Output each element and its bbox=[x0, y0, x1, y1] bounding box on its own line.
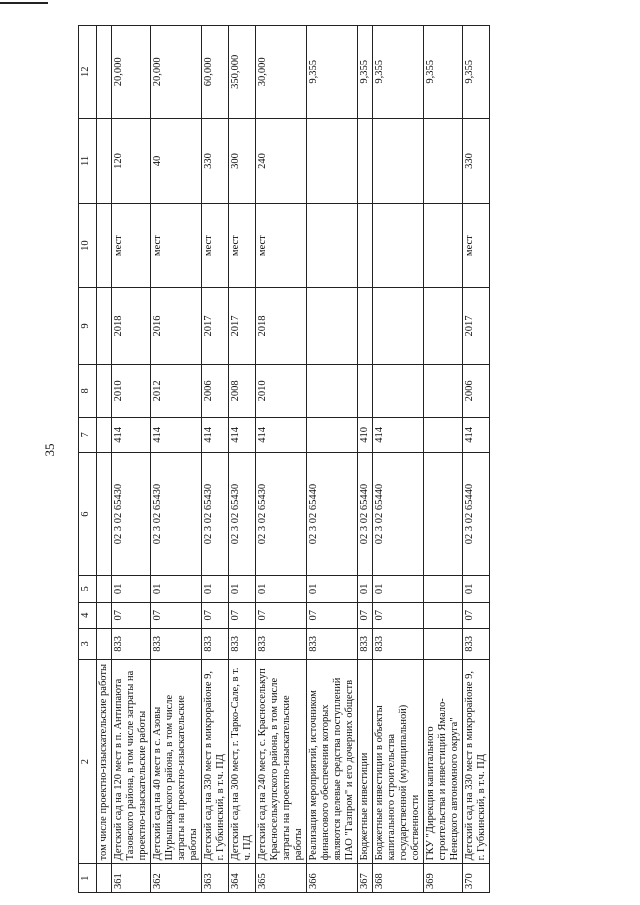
top-rule bbox=[0, 2, 48, 4]
value-cell: 833 bbox=[463, 628, 490, 659]
value-cell: 07 bbox=[358, 602, 373, 628]
row-number-cell: 363 bbox=[202, 864, 229, 893]
value-cell bbox=[97, 287, 112, 364]
column-header: 6 bbox=[79, 452, 97, 575]
table-body bbox=[97, 26, 490, 893]
description-cell: ГКУ "Дирекция капитального строительства и инвестиций Ямало-Ненецкого автономного округа" bbox=[424, 659, 463, 864]
description-cell: Детский сад на 240 мест, с. Красноселькуп Красноселькупского района, в том числе затраты на проектно-изыскательские работы bbox=[256, 659, 307, 864]
description-cell: Бюджетные инвестиции bbox=[358, 659, 373, 864]
budget-table bbox=[78, 25, 490, 893]
table-row bbox=[202, 26, 229, 893]
description-cell: том числе проектно-изыскательские работы bbox=[97, 659, 112, 864]
value-cell bbox=[97, 204, 112, 288]
column-header: 8 bbox=[79, 364, 97, 417]
rotated-table-container bbox=[78, 13, 638, 893]
row-number-cell: 362 bbox=[151, 864, 202, 893]
column-header: 5 bbox=[79, 576, 97, 602]
table-row bbox=[424, 26, 463, 893]
value-cell: 02 3 02 65430 bbox=[151, 452, 202, 575]
value-cell bbox=[97, 602, 112, 628]
column-header: 2 bbox=[79, 659, 97, 864]
row-number-cell: 367 bbox=[358, 864, 373, 893]
value-cell: 414 bbox=[373, 417, 424, 452]
value-cell: 120 bbox=[112, 118, 151, 204]
value-cell: 02 3 02 65430 bbox=[229, 452, 256, 575]
value-cell: 9,355 bbox=[358, 26, 373, 119]
value-cell: 414 bbox=[256, 417, 307, 452]
description-cell: Детский сад на 330 мест в микрорайоне 9, г. Губкинский, в т.ч. ПД bbox=[202, 659, 229, 864]
value-cell bbox=[358, 364, 373, 417]
value-cell: 07 bbox=[151, 602, 202, 628]
value-cell bbox=[97, 628, 112, 659]
row-number-cell: 365 bbox=[256, 864, 307, 893]
value-cell bbox=[373, 204, 424, 288]
value-cell bbox=[307, 204, 358, 288]
value-cell bbox=[97, 452, 112, 575]
value-cell bbox=[358, 204, 373, 288]
value-cell bbox=[424, 118, 463, 204]
description-cell: Бюджетные инвестиции в объекты капитального строительства государственной (муниципальной) собственности bbox=[373, 659, 424, 864]
value-cell: 9,355 bbox=[307, 26, 358, 119]
value-cell: 414 bbox=[229, 417, 256, 452]
value-cell: 833 bbox=[112, 628, 151, 659]
value-cell: 414 bbox=[463, 417, 490, 452]
value-cell bbox=[97, 364, 112, 417]
table-row bbox=[151, 26, 202, 893]
description-cell: Детский сад на 330 мест в микрорайоне 9, г. Губкинский, в т.ч. ПД bbox=[463, 659, 490, 864]
value-cell: 01 bbox=[463, 576, 490, 602]
value-cell: 330 bbox=[463, 118, 490, 204]
value-cell bbox=[424, 364, 463, 417]
value-cell: 02 3 02 65440 bbox=[373, 452, 424, 575]
value-cell: 2017 bbox=[463, 287, 490, 364]
value-cell bbox=[97, 118, 112, 204]
value-cell: 833 bbox=[202, 628, 229, 659]
value-cell: 2012 bbox=[151, 364, 202, 417]
value-cell: 20,000 bbox=[151, 26, 202, 119]
row-number-cell: 364 bbox=[229, 864, 256, 893]
value-cell bbox=[424, 287, 463, 364]
table-row bbox=[256, 26, 307, 893]
value-cell: 07 bbox=[202, 602, 229, 628]
column-header: 9 bbox=[79, 287, 97, 364]
value-cell: мест bbox=[151, 204, 202, 288]
value-cell: 9,355 bbox=[463, 26, 490, 119]
value-cell: 410 bbox=[358, 417, 373, 452]
value-cell bbox=[424, 204, 463, 288]
value-cell: 02 3 02 65440 bbox=[358, 452, 373, 575]
value-cell bbox=[97, 26, 112, 119]
value-cell: 01 bbox=[229, 576, 256, 602]
description-cell: Детский сад на 120 мест в п. Антипаюта Тазовского района, в том числе затраты на проектно-изыскательские работы bbox=[112, 659, 151, 864]
value-cell: 40 bbox=[151, 118, 202, 204]
value-cell: 833 bbox=[373, 628, 424, 659]
row-number-cell: 366 bbox=[307, 864, 358, 893]
row-number-cell bbox=[97, 864, 112, 893]
value-cell: 2010 bbox=[112, 364, 151, 417]
value-cell: 2018 bbox=[112, 287, 151, 364]
value-cell: 240 bbox=[256, 118, 307, 204]
value-cell: мест bbox=[202, 204, 229, 288]
value-cell: 02 3 02 65440 bbox=[307, 452, 358, 575]
value-cell: 2008 bbox=[229, 364, 256, 417]
value-cell: 20,000 bbox=[112, 26, 151, 119]
value-cell: 07 bbox=[112, 602, 151, 628]
value-cell: мест bbox=[112, 204, 151, 288]
value-cell bbox=[307, 287, 358, 364]
value-cell: 07 bbox=[229, 602, 256, 628]
value-cell: 2006 bbox=[463, 364, 490, 417]
value-cell: 02 3 02 65430 bbox=[202, 452, 229, 575]
table-row bbox=[229, 26, 256, 893]
value-cell: 07 bbox=[463, 602, 490, 628]
column-header: 12 bbox=[79, 26, 97, 119]
table-row bbox=[373, 26, 424, 893]
value-cell: 01 bbox=[358, 576, 373, 602]
value-cell: 2006 bbox=[202, 364, 229, 417]
value-cell: 300 bbox=[229, 118, 256, 204]
column-header: 11 bbox=[79, 118, 97, 204]
column-header: 7 bbox=[79, 417, 97, 452]
value-cell: 01 bbox=[256, 576, 307, 602]
table-row bbox=[97, 26, 112, 893]
description-cell: Детский сад на 300 мест, г. Тарко-Сале, в т. ч. ПД bbox=[229, 659, 256, 864]
value-cell: 350,000 bbox=[229, 26, 256, 119]
value-cell bbox=[358, 287, 373, 364]
row-number-cell: 369 bbox=[424, 864, 463, 893]
value-cell: 9,355 bbox=[424, 26, 463, 119]
table-row bbox=[463, 26, 490, 893]
value-cell: мест bbox=[256, 204, 307, 288]
value-cell: 30,000 bbox=[256, 26, 307, 119]
value-cell: мест bbox=[463, 204, 490, 288]
value-cell: 01 bbox=[307, 576, 358, 602]
column-header: 4 bbox=[79, 602, 97, 628]
value-cell: 02 3 02 65440 bbox=[463, 452, 490, 575]
value-cell: 02 3 02 65430 bbox=[256, 452, 307, 575]
row-number-cell: 368 bbox=[373, 864, 424, 893]
value-cell: 01 bbox=[373, 576, 424, 602]
value-cell: 2016 bbox=[151, 287, 202, 364]
value-cell: мест bbox=[229, 204, 256, 288]
value-cell bbox=[373, 287, 424, 364]
value-cell bbox=[307, 364, 358, 417]
table-row bbox=[307, 26, 358, 893]
value-cell bbox=[358, 118, 373, 204]
value-cell bbox=[307, 118, 358, 204]
table-row bbox=[358, 26, 373, 893]
value-cell: 07 bbox=[373, 602, 424, 628]
value-cell: 01 bbox=[151, 576, 202, 602]
value-cell: 330 bbox=[202, 118, 229, 204]
value-cell: 833 bbox=[358, 628, 373, 659]
column-header: 10 bbox=[79, 204, 97, 288]
table-row bbox=[112, 26, 151, 893]
value-cell: 833 bbox=[229, 628, 256, 659]
value-cell: 60,000 bbox=[202, 26, 229, 119]
value-cell bbox=[424, 417, 463, 452]
row-number-cell: 361 bbox=[112, 864, 151, 893]
value-cell: 833 bbox=[256, 628, 307, 659]
value-cell: 01 bbox=[112, 576, 151, 602]
value-cell: 07 bbox=[307, 602, 358, 628]
value-cell: 02 3 02 65430 bbox=[112, 452, 151, 575]
value-cell bbox=[97, 576, 112, 602]
value-cell bbox=[373, 118, 424, 204]
description-cell: Детский сад на 40 мест в с. Азовы Шурышкарского района, в том числе затраты на проектно-изыскательские работы bbox=[151, 659, 202, 864]
value-cell: 2017 bbox=[229, 287, 256, 364]
column-header: 1 bbox=[79, 864, 97, 893]
value-cell bbox=[307, 417, 358, 452]
page-number: 35 bbox=[42, 443, 57, 457]
value-cell bbox=[424, 452, 463, 575]
value-cell: 9,355 bbox=[373, 26, 424, 119]
value-cell bbox=[424, 628, 463, 659]
value-cell: 833 bbox=[151, 628, 202, 659]
value-cell bbox=[424, 602, 463, 628]
value-cell: 414 bbox=[151, 417, 202, 452]
value-cell: 07 bbox=[256, 602, 307, 628]
value-cell bbox=[424, 576, 463, 602]
value-cell: 2017 bbox=[202, 287, 229, 364]
value-cell: 414 bbox=[202, 417, 229, 452]
value-cell: 833 bbox=[307, 628, 358, 659]
value-cell: 2010 bbox=[256, 364, 307, 417]
value-cell bbox=[373, 364, 424, 417]
row-number-cell: 370 bbox=[463, 864, 490, 893]
description-cell: Реализация мероприятий, источником финансового обеспечения которых являются целевые средства поступлений ПАО "Газпром" и его дочерних обществ bbox=[307, 659, 358, 864]
header-row bbox=[79, 26, 97, 893]
value-cell: 414 bbox=[112, 417, 151, 452]
value-cell bbox=[97, 417, 112, 452]
column-header: 3 bbox=[79, 628, 97, 659]
value-cell: 2018 bbox=[256, 287, 307, 364]
value-cell: 01 bbox=[202, 576, 229, 602]
